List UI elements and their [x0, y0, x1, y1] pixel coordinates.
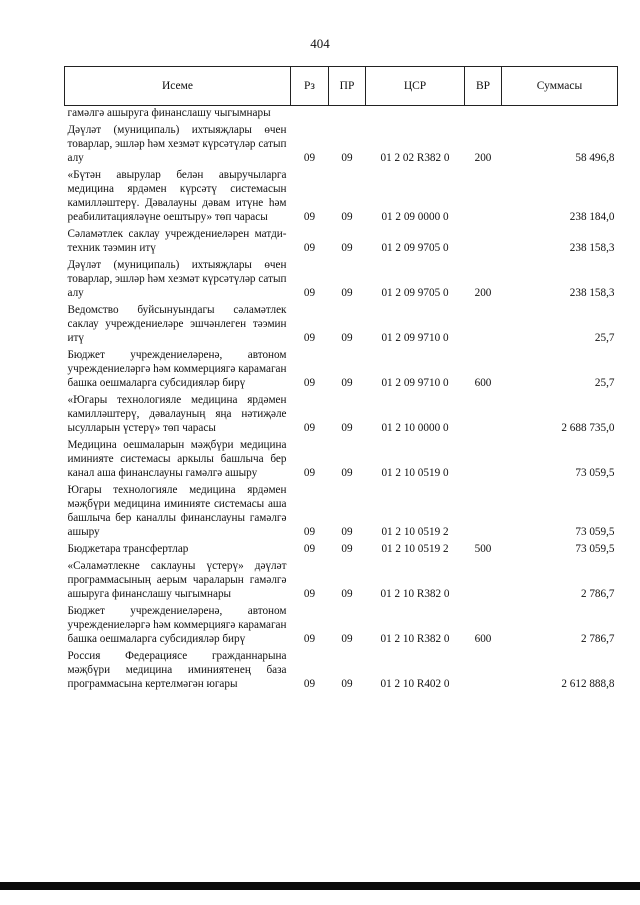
row-rz: 09	[303, 467, 316, 479]
page-number: 404	[310, 36, 330, 51]
table-row	[65, 166, 618, 225]
row-rz: 09	[303, 152, 316, 164]
table-row	[65, 647, 618, 692]
row-vr	[465, 301, 502, 346]
table-row	[65, 301, 618, 346]
table-row	[65, 106, 618, 122]
row-pr	[329, 106, 366, 122]
row-vr: 200	[474, 152, 492, 164]
row-name: Бюджет учреждениеләренә, автоном учреждениеләргә һәм коммерциягә карамаган башка оешмаларга субсидияләр бирү	[67, 605, 287, 645]
table-row	[65, 391, 618, 436]
row-sum	[502, 106, 618, 122]
row-pr: 09	[341, 543, 353, 555]
row-sum: 2 688 735,0	[561, 422, 615, 434]
row-sum: 73 059,5	[575, 526, 615, 538]
row-vr	[465, 166, 502, 225]
row-name: Дәүләт (муниципаль) ихтыяҗлары өчен товарлар, эшләр һәм хезмәт күрсәтүләр сатып алу	[67, 259, 287, 299]
row-sum: 238 158,3	[569, 287, 615, 299]
row-pr: 09	[341, 588, 353, 600]
row-csr: 01 2 10 R402 0	[380, 678, 450, 690]
row-csr: 01 2 10 0519 0	[381, 467, 449, 479]
row-csr: 01 2 10 R382 0	[380, 633, 450, 645]
row-vr	[465, 106, 502, 122]
row-csr: 01 2 09 9705 0	[381, 287, 449, 299]
row-csr: 01 2 09 0000 0	[381, 211, 449, 223]
table-header	[65, 67, 618, 106]
row-csr	[366, 106, 465, 122]
table-row	[65, 346, 618, 391]
row-csr: 01 2 09 9705 0	[381, 242, 449, 254]
row-pr: 09	[341, 211, 353, 223]
row-sum: 2 786,7	[580, 588, 615, 600]
row-sum: 238 158,3	[569, 242, 615, 254]
row-sum: 238 184,0	[569, 211, 615, 223]
row-name: гамәлгә ашыруга финанслашу чыгымнары	[67, 107, 271, 119]
row-pr: 09	[341, 152, 353, 164]
row-sum: 73 059,5	[575, 467, 615, 479]
row-vr	[465, 391, 502, 436]
budget-table	[64, 66, 618, 692]
row-vr	[465, 225, 502, 256]
row-sum: 25,7	[594, 377, 615, 389]
row-csr: 01 2 10 0000 0	[381, 422, 449, 434]
row-rz: 09	[303, 242, 316, 254]
row-vr: 600	[474, 633, 492, 645]
row-csr: 01 2 09 9710 0	[381, 332, 449, 344]
table-row	[65, 256, 618, 301]
row-rz: 09	[303, 588, 316, 600]
row-rz: 09	[303, 633, 316, 645]
table-row	[65, 225, 618, 256]
row-name: Ведомство буйсынуындагы сәламәтлек саклау учреждениеләре эшчәнлеген тәэмин итү	[67, 304, 287, 344]
row-vr	[465, 647, 502, 692]
row-sum: 2 786,7	[580, 633, 615, 645]
row-pr: 09	[341, 422, 353, 434]
row-name: «Югары технологияле медицина ярдәмен камилләштерү, дәвалауның яңа нәтиҗәле ысулларын үстерү» төп чарасы	[67, 394, 287, 434]
table-row	[65, 121, 618, 166]
row-csr: 01 2 09 9710 0	[381, 377, 449, 389]
table-row	[65, 540, 618, 557]
table-row	[65, 557, 618, 602]
row-name: Югары технологияле медицина ярдәмен мәҗбүри медицина иминияте системасы аша башлыча бер каналлы финанслауны гамәлгә ашыру	[67, 484, 287, 538]
row-pr: 09	[341, 526, 353, 538]
row-vr	[465, 436, 502, 481]
row-pr: 09	[341, 467, 353, 479]
row-rz: 09	[303, 543, 316, 555]
row-name: «Бүтән авырулар белән авыручыларга медицина ярдәмен күрсәтү системасын камилләштерү. Дәвалауны дәвам итүне һәм реабилитацияләүне оештыру» төп чарасы	[67, 169, 287, 223]
row-name: Медицина оешмаларын мәҗбүри медицина иминияте системасы аркылы башлыча бер канал аша финанслауны гамәлгә ашыру	[67, 439, 287, 479]
row-pr: 09	[341, 287, 353, 299]
row-pr: 09	[341, 377, 353, 389]
header-rz: Рз	[291, 67, 329, 106]
header-sum: Суммасы	[502, 67, 618, 106]
table-row	[65, 436, 618, 481]
row-csr: 01 2 10 R382 0	[380, 588, 450, 600]
row-name: Сәламәтлек саклау учреждениеләрен матди-техник тәэмин итү	[67, 228, 287, 254]
row-csr: 01 2 02 R382 0	[380, 152, 450, 164]
row-name: Дәүләт (муниципаль) ихтыяҗлары өчен товарлар, эшләр һәм хезмәт күрсәтүләр сатып алу	[67, 124, 287, 164]
row-name: Бюджет учреждениеләренә, автоном учреждениеләргә һәм коммерциягә карамаган башка оешмаларга субсидияләр бирү	[67, 349, 287, 389]
row-sum: 58 496,8	[575, 152, 615, 164]
header-csr: ЦСР	[366, 67, 465, 106]
row-pr: 09	[341, 242, 353, 254]
row-rz: 09	[303, 332, 316, 344]
table-row	[65, 481, 618, 540]
row-name: Бюджетара трансфертлар	[67, 543, 189, 555]
row-vr: 200	[474, 287, 492, 299]
row-csr: 01 2 10 0519 2	[381, 526, 449, 538]
table-row	[65, 602, 618, 647]
row-vr: 600	[474, 377, 492, 389]
row-pr: 09	[341, 678, 353, 690]
row-rz: 09	[303, 377, 316, 389]
row-rz: 09	[303, 678, 316, 690]
row-sum: 2 612 888,8	[561, 678, 615, 690]
row-rz	[291, 106, 329, 122]
header-vr: ВР	[465, 67, 502, 106]
header-name: Исеме	[65, 67, 291, 106]
row-rz: 09	[303, 287, 316, 299]
row-vr: 500	[474, 543, 492, 555]
row-rz: 09	[303, 422, 316, 434]
row-name: Россия Федерациясе гражданнарына мәҗбүри медицина иминиятенең база программасына кертелмәгән югары	[67, 650, 287, 690]
row-sum: 25,7	[594, 332, 615, 344]
row-rz: 09	[303, 526, 316, 538]
header-pr: ПР	[329, 67, 366, 106]
row-vr	[465, 481, 502, 540]
row-csr: 01 2 10 0519 2	[381, 543, 449, 555]
scan-edge-bar	[0, 882, 640, 890]
row-name: «Сәламәтлекне саклауны үстерү» дәүләт программасының аерым чараларын гамәлгә ашыруга финанслашу чыгымнары	[67, 560, 287, 600]
row-vr	[465, 557, 502, 602]
row-sum: 73 059,5	[575, 543, 615, 555]
row-rz: 09	[303, 211, 316, 223]
row-pr: 09	[341, 332, 353, 344]
row-pr: 09	[341, 633, 353, 645]
